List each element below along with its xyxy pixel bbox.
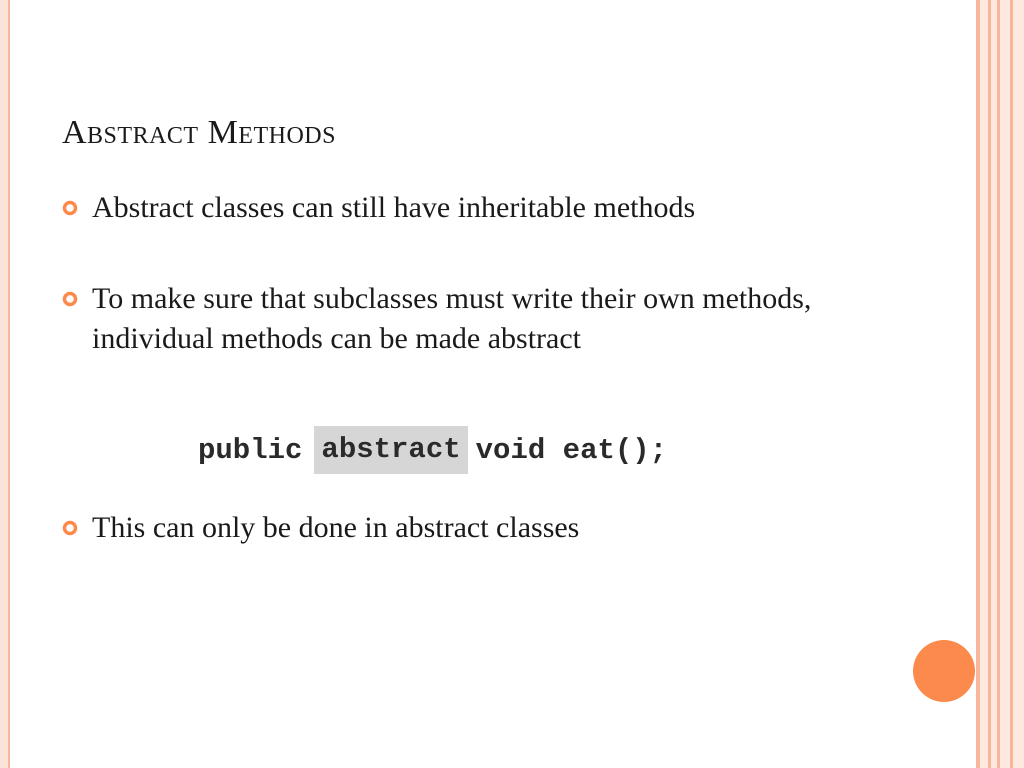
code-method-signature: void eat(); <box>475 433 668 467</box>
code-keyword-abstract-highlighted: abstract <box>314 426 467 474</box>
orange-circle-decoration <box>913 640 975 702</box>
right-decorative-stripes <box>976 0 1024 768</box>
bullet-item <box>62 508 852 548</box>
orange-ring-bullet-icon <box>62 200 78 216</box>
stripe <box>980 0 988 768</box>
bullet-item <box>62 188 852 268</box>
slide-title: Abstract Methods <box>62 114 336 151</box>
bullet-text: Abstract classes can still have inheritable methods <box>92 191 696 224</box>
bullet-text: This can only be done in abstract classes <box>92 511 580 544</box>
left-border-stripe <box>0 0 10 768</box>
orange-ring-bullet-icon <box>62 291 78 307</box>
bullet-item <box>62 279 852 399</box>
code-keyword-public: public <box>198 433 303 467</box>
code-snippet <box>198 426 667 474</box>
orange-ring-bullet-icon <box>62 520 78 536</box>
bullet-text: To make sure that subclasses must write their own methods, individual methods can be made abstract <box>92 282 812 355</box>
stripe <box>1000 0 1010 768</box>
stripe <box>1013 0 1024 768</box>
